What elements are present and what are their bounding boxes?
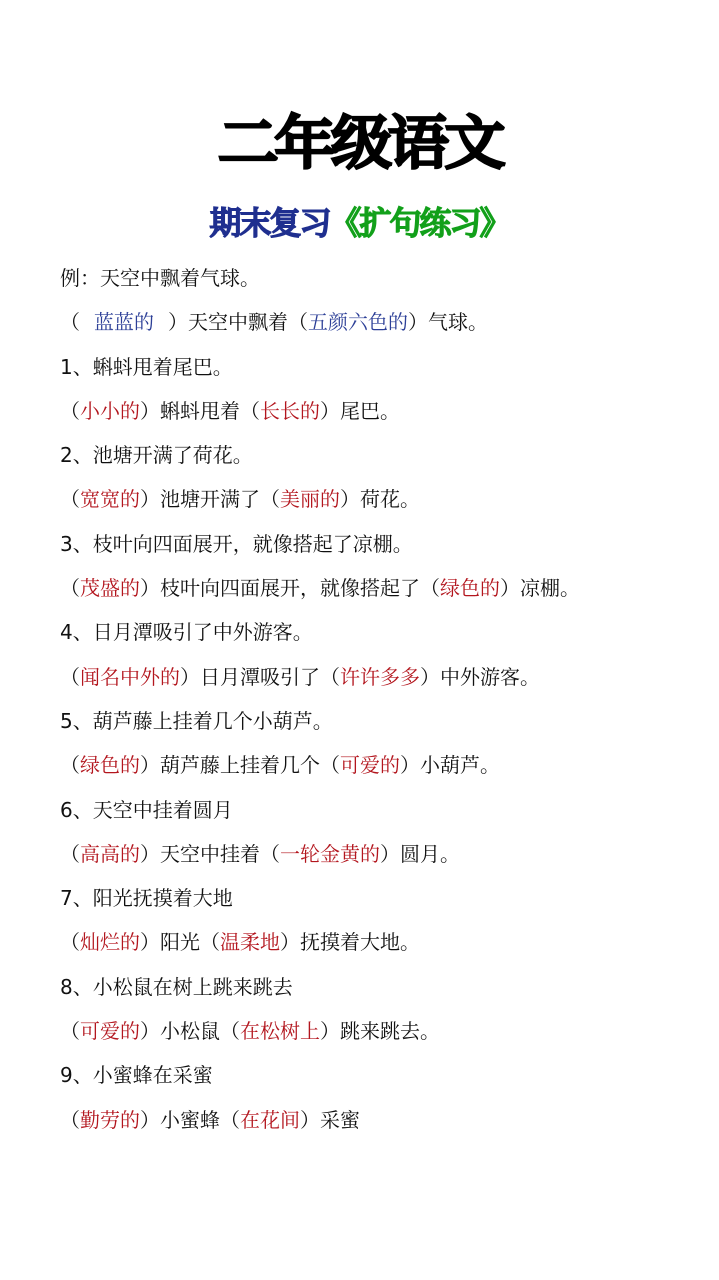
question-line: 7、阳光抚摸着大地 [60, 886, 233, 911]
page-subtitle [0, 198, 719, 244]
answer-fill-1: 宽宽的 [80, 487, 140, 512]
answer-fill-1: 茂盛的 [80, 576, 140, 601]
paren-open: （ [60, 1019, 80, 1044]
question-line: 8、小松鼠在树上跳来跳去 [60, 974, 293, 999]
answer-mid: ）葫芦藤上挂着几个（ [140, 753, 340, 778]
answer-fill-2: 在花间 [240, 1107, 300, 1132]
answer-line [60, 832, 710, 876]
answer-line [60, 1009, 710, 1053]
answer-mid: ）小松鼠（ [140, 1019, 240, 1044]
answer-end: ）凉棚。 [500, 576, 580, 601]
question-line: 4、日月潭吸引了中外游客。 [60, 620, 313, 645]
answer-line [60, 1098, 710, 1142]
answer-fill-2: 长长的 [260, 398, 320, 423]
answer-fill-2: 美丽的 [280, 487, 340, 512]
answer-fill-2: 一轮金黄的 [280, 841, 380, 866]
paren-open: （ [60, 1107, 80, 1132]
answer-line [60, 920, 710, 964]
paren-open: （ [60, 487, 80, 512]
answer-end: ）尾巴。 [320, 398, 400, 423]
answer-end: ）抚摸着大地。 [280, 930, 420, 955]
question-line: 9、小蜜蜂在采蜜 [60, 1063, 213, 1088]
question-line: 5、葫芦藤上挂着几个小葫芦。 [60, 708, 333, 733]
answer-line [60, 389, 710, 433]
answer-line [60, 743, 710, 787]
answer-end: ）荷花。 [340, 487, 420, 512]
answer-line [60, 566, 710, 610]
answer-end: ）中外游客。 [420, 664, 540, 689]
answer-mid: ）小蜜蜂（ [140, 1107, 240, 1132]
answer-fill-2: 可爱的 [340, 753, 400, 778]
answer-fill-1: 勤劳的 [80, 1107, 140, 1132]
question-line: 2、池塘开满了荷花。 [60, 443, 253, 468]
subtitle-part-topic: 《扩句练习》 [329, 204, 510, 242]
answer-fill-1: 闻名中外的 [80, 664, 180, 689]
answer-end: ）小葫芦。 [400, 753, 500, 778]
answer-line [60, 655, 710, 699]
example-answer [60, 300, 710, 344]
answer-mid: ）蝌蚪甩着（ [140, 398, 260, 423]
answer-end: ）圆月。 [380, 841, 460, 866]
paren-open: （ [60, 753, 80, 778]
answer-end: ）采蜜 [300, 1107, 360, 1132]
question-line: 6、天空中挂着圆月 [60, 797, 233, 822]
answer-fill-1: 可爱的 [80, 1019, 140, 1044]
paren-open: （ [60, 841, 80, 866]
paren-open: （ [60, 664, 80, 689]
paren-open: （ [60, 930, 80, 955]
paren-open: （ [60, 576, 80, 601]
answer-fill-1: 高高的 [80, 841, 140, 866]
paren-open: （ [60, 310, 80, 335]
question-line: 3、枝叶向四面展开，就像搭起了凉棚。 [60, 531, 413, 556]
answer-mid: ）池塘开满了（ [140, 487, 280, 512]
question-line: 1、蝌蚪甩着尾巴。 [60, 354, 233, 379]
answer-line [60, 477, 710, 521]
exercise-list [60, 256, 710, 1142]
example-fill-1: 蓝蓝的 [94, 310, 154, 335]
answer-fill-1: 小小的 [80, 398, 140, 423]
example-answer-end: ）气球。 [408, 310, 488, 335]
answer-fill-2: 温柔地 [220, 930, 280, 955]
answer-fill-2: 许许多多 [340, 664, 420, 689]
answer-mid: ）阳光（ [140, 930, 220, 955]
answer-fill-1: 绿色的 [80, 753, 140, 778]
answer-end: ）跳来跳去。 [320, 1019, 440, 1044]
answer-mid: ）枝叶向四面展开，就像搭起了（ [140, 576, 440, 601]
answer-mid: ）天空中挂着（ [140, 841, 280, 866]
answer-fill-2: 绿色的 [440, 576, 500, 601]
example-fill-2: 五颜六色的 [308, 310, 408, 335]
paren-open: （ [60, 398, 80, 423]
answer-fill-1: 灿烂的 [80, 930, 140, 955]
example-answer-mid: ）天空中飘着（ [168, 310, 308, 335]
example-question: 例：天空中飘着气球。 [60, 266, 260, 290]
answer-mid: ）日月潭吸引了（ [180, 664, 340, 689]
subtitle-part-review: 期末复习 [209, 204, 330, 242]
page-title: 二年级语文 [217, 109, 502, 177]
answer-fill-2: 在松树上 [240, 1019, 320, 1044]
